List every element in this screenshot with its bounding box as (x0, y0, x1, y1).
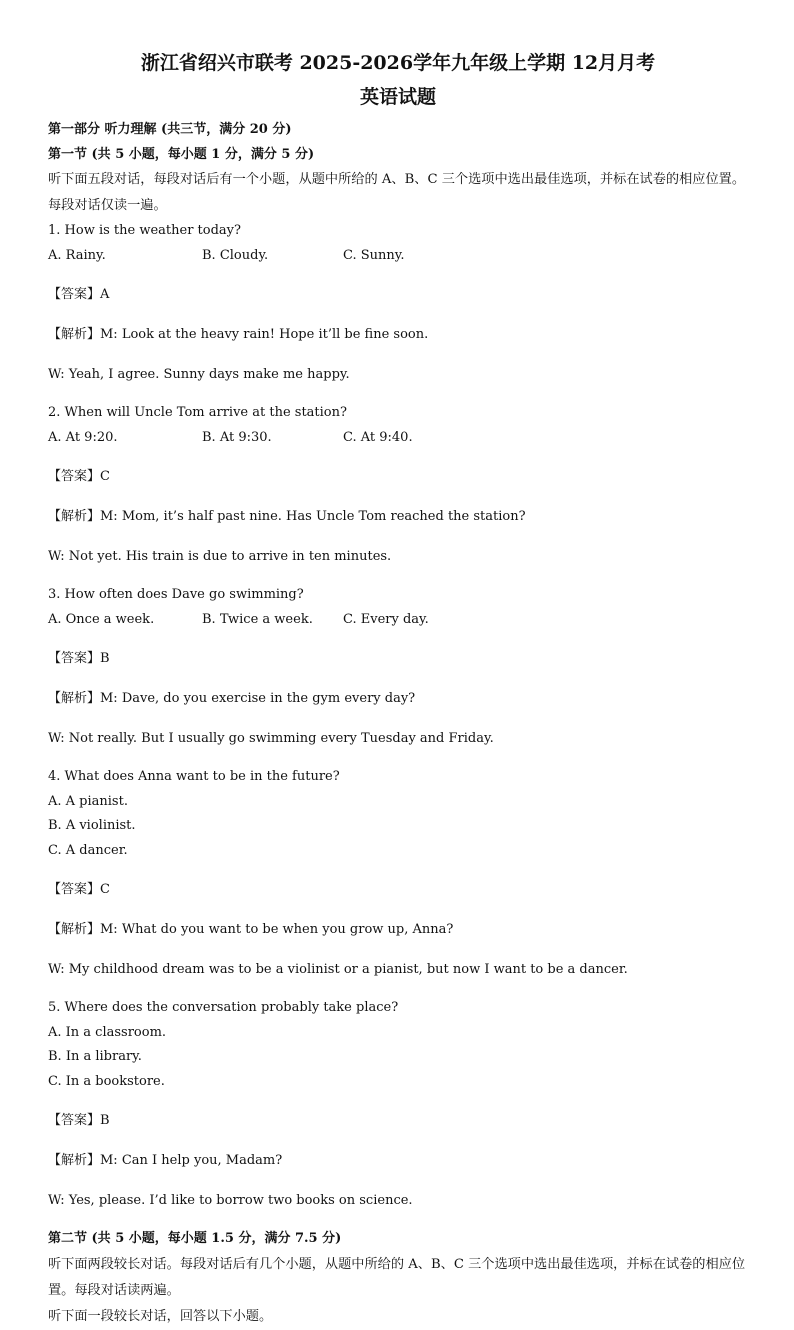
option-c: C. Sunny. (343, 247, 405, 263)
document-page (48, 46, 748, 1330)
option-a: A. In a classroom. (48, 1024, 167, 1040)
option-b: B. Twice a week. (202, 611, 313, 627)
document-title: 浙江省绍兴市联考 2025-2026学年九年级上学期 12月月考 (140, 52, 656, 74)
question-options (48, 608, 748, 633)
section2-heading: 第二节 (共 5 小题，每小题 1.5 分，满分 7.5 分) (48, 1231, 342, 1246)
document-subtitle: 英语试题 (359, 86, 436, 108)
section1-heading: 第一节 (共 5 小题，每小题 1 分，满分 5 分) (48, 146, 315, 162)
analysis-line: 【解析】M: Mom, it’s half past nine. Has Uncle Tom reached the station? (48, 509, 526, 524)
answer-line: 【答案】B (48, 651, 110, 666)
answer-line: 【答案】A (48, 287, 110, 302)
question-stem: 2. When will Uncle Tom arrive at the station? (48, 405, 347, 420)
part1-heading: 第一部分 听力理解 (共三节，满分 20 分) (48, 122, 292, 137)
option-b: B. Cloudy. (202, 247, 269, 263)
section2-instructions: 听下面两段较长对话。每段对话后有几个小题，从题中所给的 A、B、C 三个选项中选出最佳选项，并标在试卷的相应位置。每段对话读两遍。 (48, 1256, 746, 1298)
option-c: C. At 9:40. (343, 429, 413, 445)
answer-line: 【答案】C (48, 882, 110, 897)
analysis-line: 【解析】M: What do you want to be when you grow up, Anna? (48, 922, 454, 937)
option-b: B. At 9:30. (202, 429, 272, 445)
analysis-line: 【解析】M: Can I help you, Madam? (48, 1153, 283, 1168)
dialogue-line: W: Yeah, I agree. Sunny days make me happy. (48, 367, 350, 382)
question-options (48, 244, 748, 269)
option-c: C. Every day. (343, 611, 429, 627)
answer-line: 【答案】B (48, 1113, 110, 1128)
dialogue-line: W: Not really. But I usually go swimming every Tuesday and Friday. (48, 731, 494, 746)
question-stem: 3. How often does Dave go swimming? (48, 587, 304, 602)
section2-lead: 听下面一段较长对话，回答以下小题。 (48, 1308, 273, 1324)
option-b: B. A violinist. (48, 818, 136, 833)
question-options (48, 426, 748, 451)
answer-line: 【答案】C (48, 469, 110, 484)
dialogue-line: W: Not yet. His train is due to arrive in ten minutes. (48, 549, 392, 564)
option-c: C. In a bookstore. (48, 1073, 165, 1089)
question-stem: 5. Where does the conversation probably take place? (48, 1000, 399, 1015)
option-a: A. Once a week. (48, 611, 155, 627)
question-stem: 4. What does Anna want to be in the future? (48, 769, 340, 784)
section1-instructions: 听下面五段对话，每段对话后有一个小题，从题中所给的 A、B、C 三个选项中选出最佳选项，并标在试卷的相应位置。每段对话仅读一遍。 (48, 172, 746, 213)
option-a: A. Rainy. (48, 247, 106, 263)
question-stem: 1. How is the weather today? (48, 223, 241, 238)
dialogue-line: W: My childhood dream was to be a violinist or a pianist, but now I want to be a dancer. (48, 962, 628, 977)
option-a: A. A pianist. (48, 793, 128, 809)
option-b: B. In a library. (48, 1049, 142, 1064)
option-a: A. At 9:20. (48, 429, 118, 445)
option-c: C. A dancer. (48, 842, 128, 858)
analysis-line: 【解析】M: Look at the heavy rain! Hope it’ll be fine soon. (48, 327, 429, 342)
dialogue-line: W: Yes, please. I’d like to borrow two books on science. (48, 1193, 413, 1208)
analysis-line: 【解析】M: Dave, do you exercise in the gym every day? (48, 691, 416, 706)
